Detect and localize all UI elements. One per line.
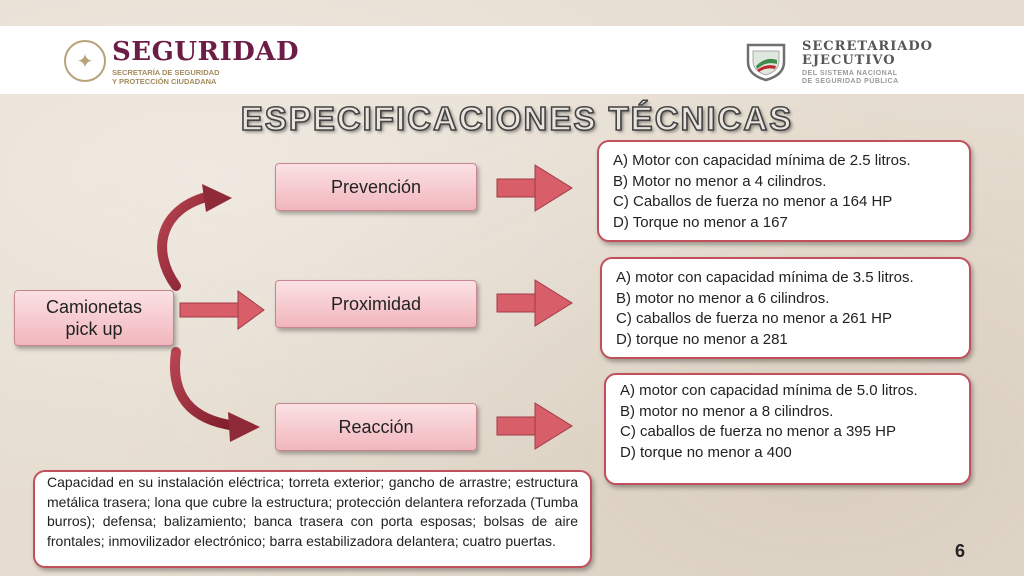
spec-line: D) torque no menor a 400 (620, 443, 792, 461)
arrow-proximidad-specs (497, 280, 572, 326)
spec-line: C) Caballos de fuerza no menor a 164 HP (613, 193, 893, 210)
spec-line: A) Motor con capacidad mínima de 2.5 litros. (613, 152, 911, 169)
specs-prevencion (597, 140, 971, 242)
root-node-camionetas: Camionetas pick up (14, 290, 174, 346)
right-brand-name: SECRETARIADO EJECUTIVO (802, 39, 933, 68)
spec-line: C) caballos de fuerza no menor a 395 HP (620, 423, 896, 440)
spec-line: B) Motor no menor a 4 cilindros. (613, 172, 827, 190)
coat-of-arms-icon: ✦ (64, 40, 106, 82)
spec-line: B) motor no menor a 6 cilindros. (616, 289, 830, 307)
arrow-prevencion-specs (497, 165, 572, 211)
specs-reaccion (604, 373, 971, 485)
curved-arrow-to-prevencion (162, 184, 232, 286)
spec-line: A) motor con capacidad mínima de 5.0 litros. (620, 382, 918, 399)
category-reaccion: Reacción (275, 403, 477, 451)
arrow-to-proximidad (180, 291, 264, 329)
arrow-reaccion-specs (497, 403, 572, 449)
slide-title: ESPECIFICACIONES TÉCNICAS (240, 100, 794, 137)
spec-line: D) torque no menor a 281 (616, 330, 788, 348)
spec-line: C) caballos de fuerza no menor a 261 HP (616, 310, 892, 327)
left-brand-subtitle: SECRETARÍA DE SEGURIDAD Y PROTECCIÓN CIUDADANA (112, 68, 220, 86)
category-prevencion: Prevención (275, 163, 477, 211)
page-number: 6 (955, 541, 966, 561)
left-brand-name: SEGURIDAD (112, 37, 300, 67)
specs-proximidad (600, 257, 971, 359)
spec-line: A) motor con capacidad mínima de 3.5 litros. (616, 269, 914, 286)
curved-arrow-to-reaccion (175, 352, 260, 442)
common-equipment-box: Capacidad en su instalación eléctrica; torreta exterior; gancho de arrastre; estructura metálica trasera; lona que cubre la estructura; protección delantera reforzada (Tumba burros); defensa; balizamiento; banca trasera con porta esposas; bolsas de aire frontales; inmovilizador electrónico; barra estabilizadora delantera; cuatro puertas. (33, 470, 592, 568)
spec-line: B) motor no menor a 8 cilindros. (620, 402, 834, 420)
spec-line: D) Torque no menor a 167 (613, 213, 788, 231)
category-proximidad: Proximidad (275, 280, 477, 328)
right-brand-subtitle: DEL SISTEMA NACIONAL DE SEGURIDAD PÚBLICA (802, 70, 899, 85)
